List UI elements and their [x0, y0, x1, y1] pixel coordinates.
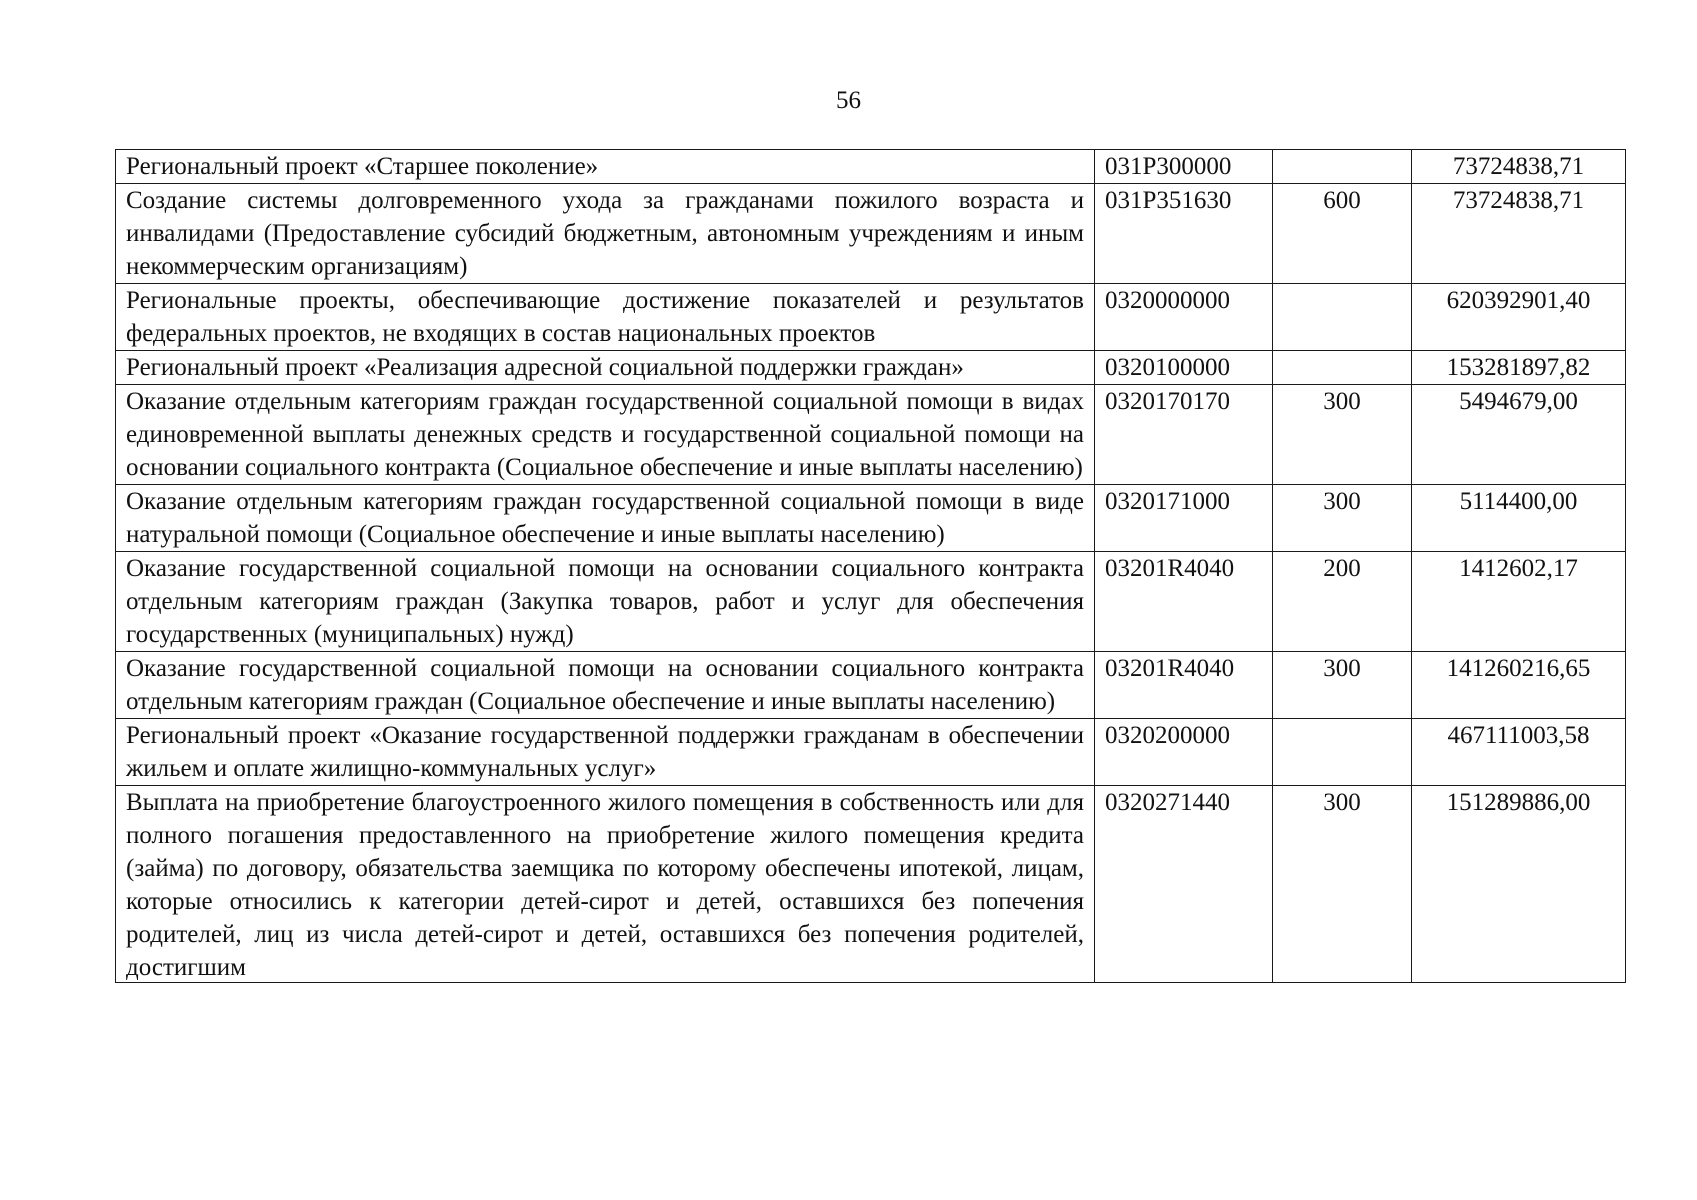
row-kind-cell: 200	[1273, 552, 1412, 652]
row-code-cell: 0320000000	[1095, 284, 1273, 351]
row-sum-cell: 151289886,00	[1412, 786, 1626, 983]
row-sum-cell: 153281897,82	[1412, 351, 1626, 385]
row-sum-cell: 73724838,71	[1412, 150, 1626, 184]
row-name-cell: Создание системы долговременного ухода за гражданами пожилого возраста и инвалидами (Предоставление субсидий бюджетным, автономным учреждениям и иным некоммерческим организациям)	[116, 184, 1095, 284]
row-code-cell: 031P300000	[1095, 150, 1273, 184]
row-name-text: Выплата на приобретение благоустроенного жилого помещения в собственность или для полного погашения предоставленного на приобретение жилого помещения кредита (займа) по договору, обязательства заемщика по которому обеспечены ипотекой, лицам, которые относились к категории детей-сирот и детей, оставшихся без попечения родителей, лиц из числа детей-сирот и детей, оставшихся без попечения родителей, достигшим	[126, 789, 1084, 981]
row-code-cell: 0320171000	[1095, 485, 1273, 552]
row-code-cell: 03201R4040	[1095, 652, 1273, 719]
row-sum-cell: 620392901,40	[1412, 284, 1626, 351]
row-name-cell: Региональный проект «Оказание государственной поддержки гражданам в обеспечении жильем и оплате жилищно-коммунальных услуг»	[116, 719, 1095, 786]
row-name-cell: Оказание государственной социальной помощи на основании социального контракта отдельным категориям граждан (Социальное обеспечение и иные выплаты населению)	[116, 652, 1095, 719]
table-row	[116, 786, 1626, 983]
row-name-cell: Оказание отдельным категориям граждан государственной социальной помощи в виде натуральной помощи (Социальное обеспечение и иные выплаты населению)	[116, 485, 1095, 552]
row-code-cell: 031P351630	[1095, 184, 1273, 284]
row-name-cell: Оказание государственной социальной помощи на основании социального контракта отдельным категориям граждан (Закупка товаров, работ и услуг для обеспечения государственных (муниципальных) нужд)	[116, 552, 1095, 652]
table-row	[116, 385, 1626, 485]
row-sum-cell: 467111003,58	[1412, 719, 1626, 786]
row-name-cell: Оказание отдельным категориям граждан государственной социальной помощи в видах единовременной выплаты денежных средств и государственной социальной помощи на основании социального контракта (Социальное обеспечение и иные выплаты населению)	[116, 385, 1095, 485]
row-name-cell: Региональный проект «Старшее поколение»	[116, 150, 1095, 184]
row-kind-cell: 300	[1273, 385, 1412, 485]
row-name-cell	[116, 786, 1095, 983]
row-kind-cell	[1273, 284, 1412, 351]
row-sum-cell: 141260216,65	[1412, 652, 1626, 719]
table-row	[116, 485, 1626, 552]
row-name-cell: Региональный проект «Реализация адресной социальной поддержки граждан»	[116, 351, 1095, 385]
row-code-cell: 03201R4040	[1095, 552, 1273, 652]
table-row	[116, 150, 1626, 184]
table-row	[116, 652, 1626, 719]
row-kind-cell	[1273, 719, 1412, 786]
table-row	[116, 351, 1626, 385]
table-row	[116, 184, 1626, 284]
row-kind-cell	[1273, 150, 1412, 184]
row-code-cell: 0320100000	[1095, 351, 1273, 385]
row-code-cell: 0320200000	[1095, 719, 1273, 786]
row-name-cell: Региональные проекты, обеспечивающие достижение показателей и результатов федеральных проектов, не входящих в состав национальных проектов	[116, 284, 1095, 351]
row-code-cell: 0320271440	[1095, 786, 1273, 983]
table-row	[116, 719, 1626, 786]
budget-table	[115, 149, 1626, 983]
table-row	[116, 552, 1626, 652]
row-code-cell: 0320170170	[1095, 385, 1273, 485]
page-number: 56	[836, 87, 861, 114]
row-kind-cell: 300	[1273, 652, 1412, 719]
row-kind-cell: 600	[1273, 184, 1412, 284]
table-row	[116, 284, 1626, 351]
row-kind-cell: 300	[1273, 485, 1412, 552]
row-kind-cell: 300	[1273, 786, 1412, 983]
row-sum-cell: 5494679,00	[1412, 385, 1626, 485]
row-kind-cell	[1273, 351, 1412, 385]
row-sum-cell: 73724838,71	[1412, 184, 1626, 284]
row-sum-cell: 1412602,17	[1412, 552, 1626, 652]
row-sum-cell: 5114400,00	[1412, 485, 1626, 552]
